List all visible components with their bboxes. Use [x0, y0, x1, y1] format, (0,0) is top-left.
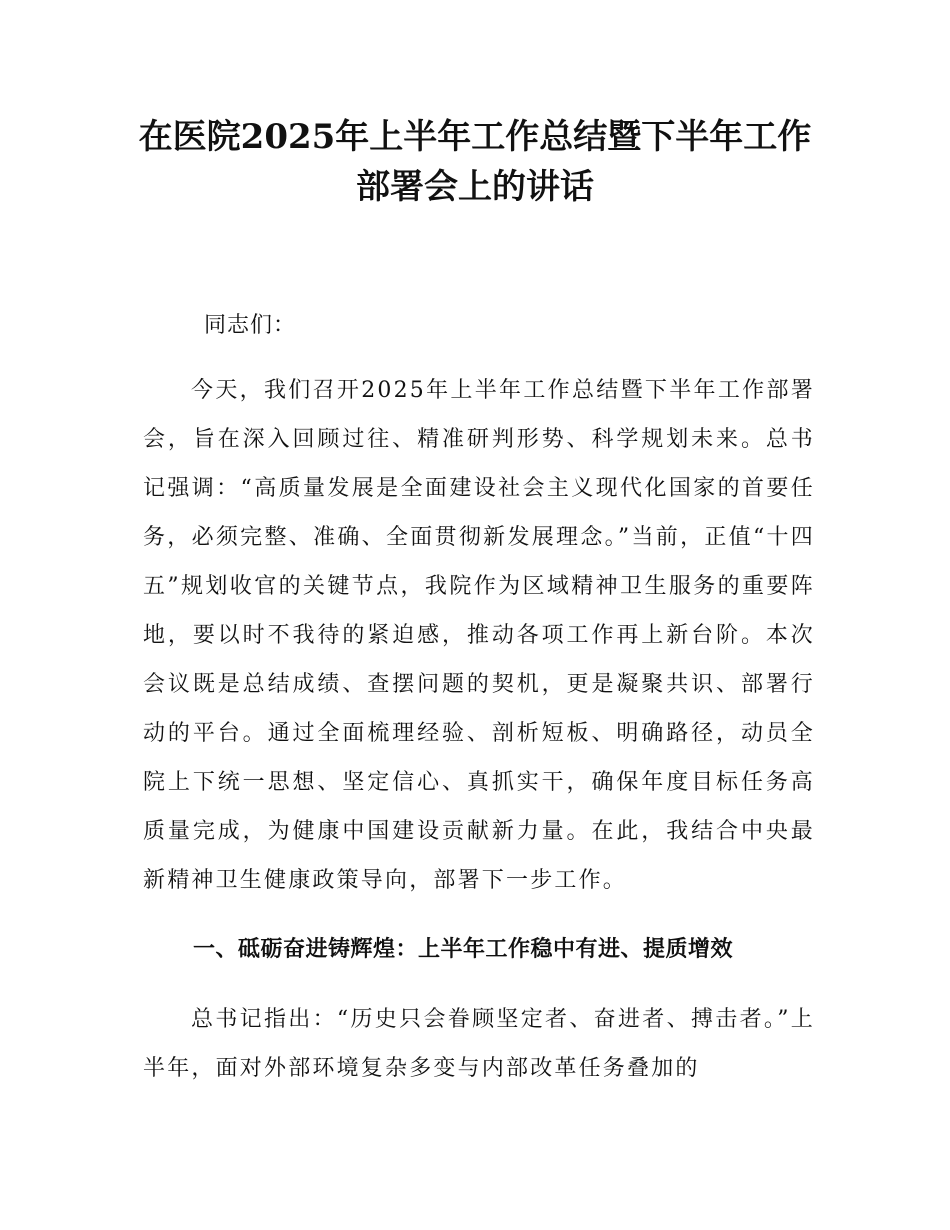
salutation: 同志们： — [204, 313, 297, 338]
section-heading: 一、砥砺奋进铸辉煌：上半年工作稳中有进、提质增效 — [193, 937, 734, 962]
title-line-1: 在医院2025年上半年工作总结暨下半年工作 — [138, 117, 812, 157]
document-title — [100, 112, 850, 212]
title-line-2: 部署会上的讲话 — [356, 167, 594, 207]
intro-paragraph: 今天，我们召开2025年上半年工作总结暨下半年工作部署会，旨在深入回顾过往、精准研判形势、科学规划未来。总书记强调：“高质量发展是全面建设社会主义现代化国家的首要任务，必须完整、准确、全面贯彻新发展理念。”当前，正值“十四五”规划收官的关键节点，我院作为区域精神卫生服务的重要阵地，要以时不我待的紧迫感，推动各项工作再上新台阶。本次会议既是总结成绩、查摆问题的契机，更是凝聚共识、部署行动的平台。通过全面梳理经验、剖析短板、明确路径，动员全院上下统一思想、坚定信心、真抓实干，确保年度目标任务高质量完成，为健康中国建设贡献新力量。在此，我结合中央最新精神卫生健康政策导向，部署下一步工作。 — [143, 378, 815, 893]
body-paragraph: 总书记指出：“历史只会眷顾坚定者、奋进者、搏击者。”上半年，面对外部环境复杂多变与内部改革任务叠加的 — [143, 1007, 815, 1081]
